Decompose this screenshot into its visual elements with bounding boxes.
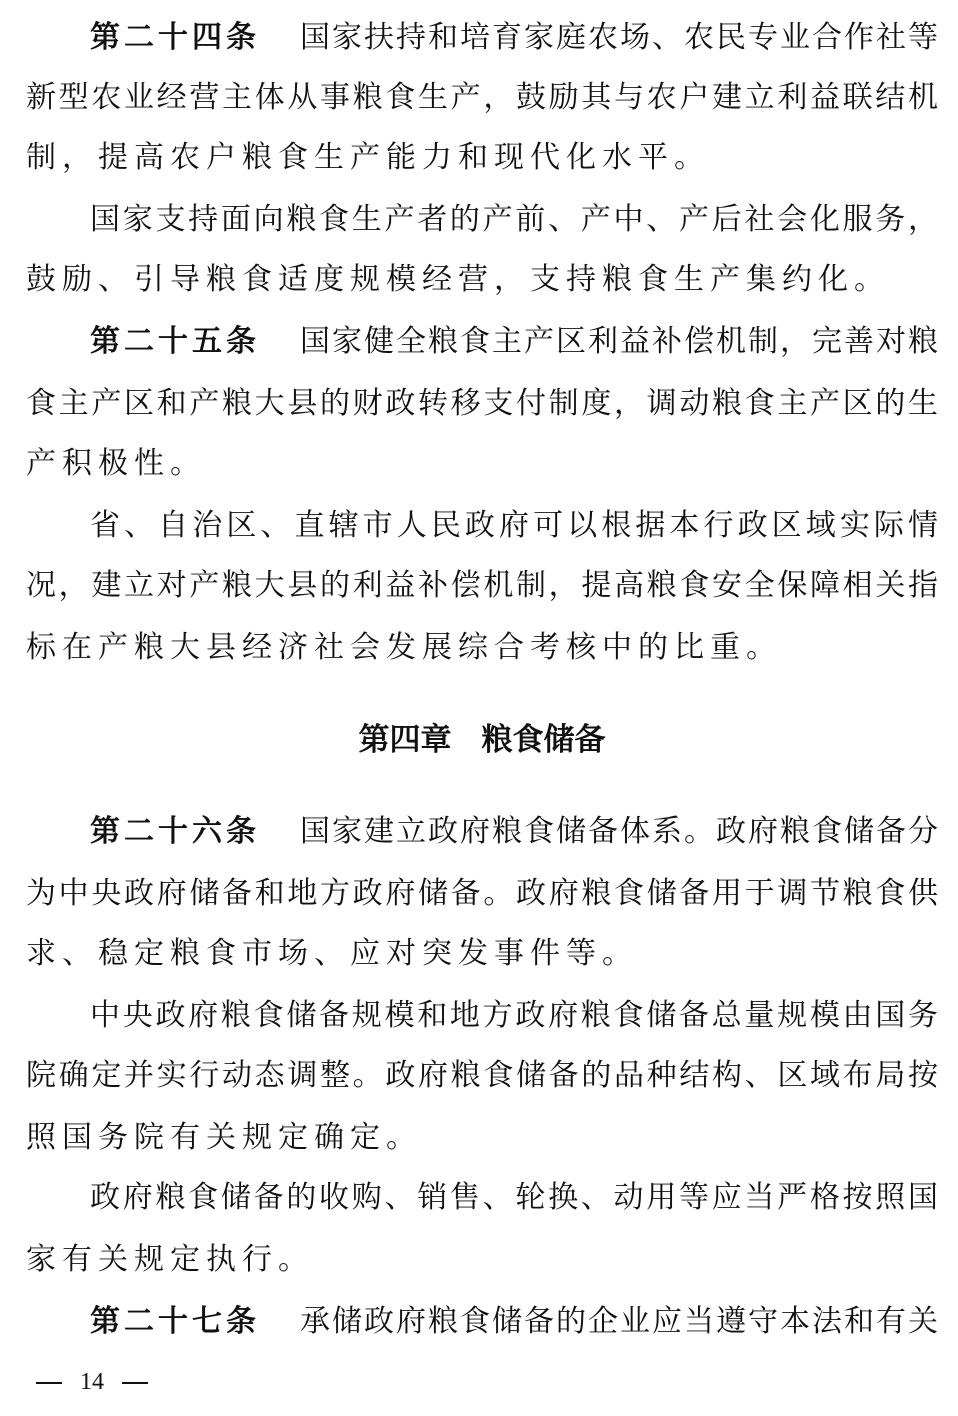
article-24-line-3: 制，提高农户粮食生产能力和现代化水平。 xyxy=(26,140,710,175)
article-24-heading: 第二十四条 xyxy=(90,20,260,55)
article-27-heading: 第二十七条 xyxy=(90,1304,260,1339)
article-27-line-1: 第二十七条 承储政府粮食储备的企业应当遵守本法和有关 xyxy=(90,1304,938,1339)
chapter-heading xyxy=(26,718,938,762)
article-25-heading: 第二十五条 xyxy=(90,324,260,359)
article-26-para-3-line-2: 家有关规定执行。 xyxy=(26,1242,314,1277)
article-26-para-3-line-1: 政府粮食储备的收购、销售、轮换、动用等应当严格按照国 xyxy=(90,1180,938,1215)
article-24-para-2-line-1: 国家支持面向粮食生产者的产前、产中、产后社会化服务， xyxy=(90,202,938,237)
page-footer xyxy=(36,1364,166,1400)
article-26-para-2-line-2: 院确定并实行动态调整。政府粮食储备的品种结构、区域布局按 xyxy=(26,1058,938,1093)
article-26-para-2-line-3: 照国务院有关规定确定。 xyxy=(26,1120,422,1155)
chapter-title: 粮食储备 xyxy=(481,722,606,758)
article-24-para-2-line-2: 鼓励、引导粮食适度规模经营，支持粮食生产集约化。 xyxy=(26,262,890,297)
article-25-line-1: 第二十五条 国家健全粮食主产区利益补偿机制，完善对粮 xyxy=(90,324,938,359)
article-24-line-1: 第二十四条 国家扶持和培育家庭农场、农民专业合作社等 xyxy=(90,20,938,55)
article-25-line-2: 食主产区和产粮大县的财政转移支付制度，调动粮食主产区的生 xyxy=(26,386,938,421)
chapter-number: 第四章 xyxy=(358,722,452,758)
article-25-para-2-line-1: 省、自治区、直辖市人民政府可以根据本行政区域实际情 xyxy=(90,508,938,543)
article-26-heading: 第二十六条 xyxy=(90,814,260,849)
article-25-line-3: 产积极性。 xyxy=(26,446,206,481)
footer-dash-left xyxy=(36,1382,62,1384)
article-25-para-2-line-2: 况，建立对产粮大县的利益补偿机制，提高粮食安全保障相关指 xyxy=(26,568,938,603)
footer-dash-right xyxy=(122,1382,148,1384)
page-number: 14 xyxy=(80,1369,104,1395)
article-24-line-2: 新型农业经营主体从事粮食生产，鼓励其与农户建立利益联结机 xyxy=(26,80,938,115)
article-26-para-2-line-1: 中央政府粮食储备规模和地方政府粮食储备总量规模由国务 xyxy=(90,998,938,1033)
article-25-para-2-line-3: 标在产粮大县经济社会发展综合考核中的比重。 xyxy=(26,630,782,665)
article-26-line-1: 第二十六条 国家建立政府粮食储备体系。政府粮食储备分 xyxy=(90,814,938,849)
article-26-line-3: 求、稳定粮食市场、应对突发事件等。 xyxy=(26,936,638,971)
article-26-line-2: 为中央政府储备和地方政府储备。政府粮食储备用于调节粮食供 xyxy=(26,876,938,911)
